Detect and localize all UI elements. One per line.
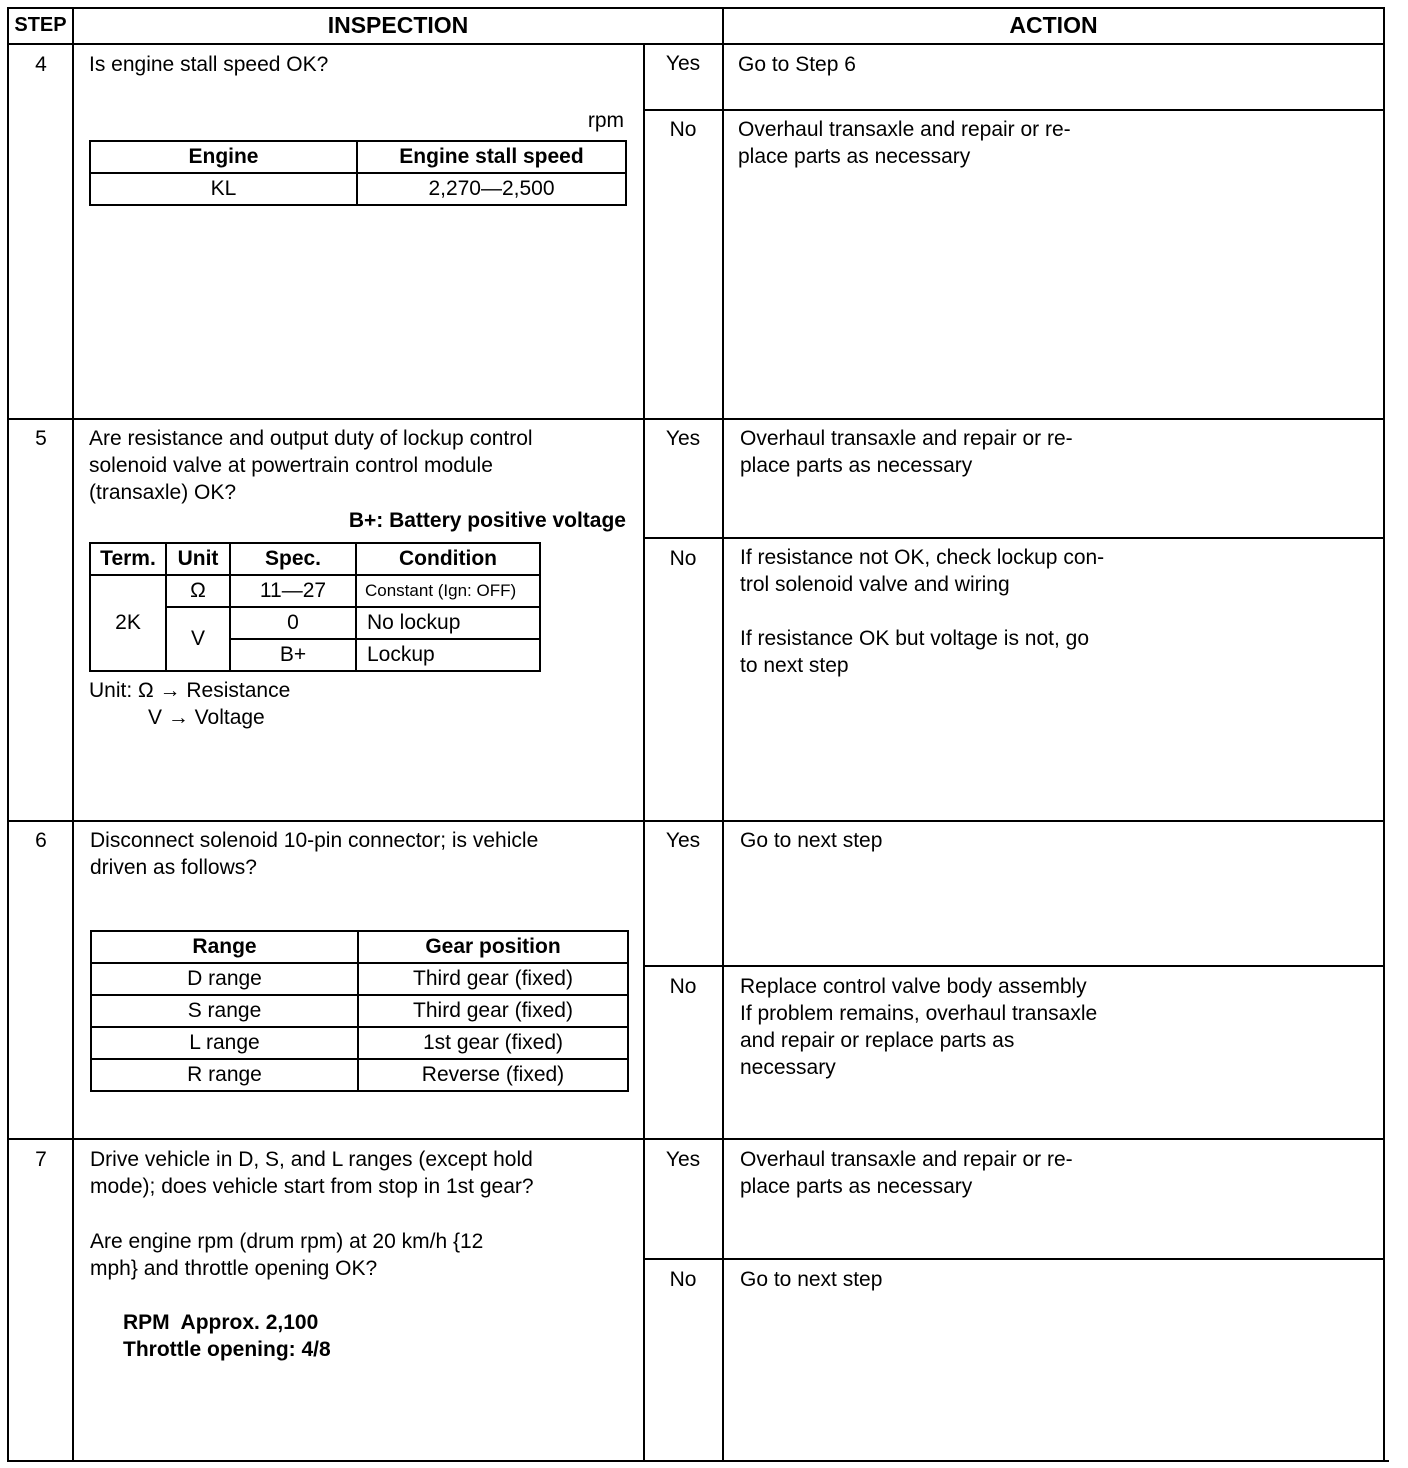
unit-v-cell: V bbox=[166, 607, 230, 671]
spec-cell: B+ bbox=[230, 639, 356, 671]
table-cell: L range bbox=[91, 1027, 358, 1059]
header-action: ACTION bbox=[1009, 12, 1098, 38]
yes-action: Go to Step 6 bbox=[738, 53, 856, 76]
yes-label: Yes bbox=[665, 52, 701, 75]
column-header: Spec. bbox=[230, 543, 356, 575]
step-number: 5 bbox=[35, 427, 47, 450]
table-cell: Reverse (fixed) bbox=[358, 1059, 628, 1091]
unit-ohm-cell: Ω bbox=[166, 575, 230, 607]
column-header: Term. bbox=[90, 543, 166, 575]
yes-action: Overhaul transaxle and repair or re- place parts as necessary bbox=[740, 1148, 1073, 1198]
spec-cell: 11—27 bbox=[230, 575, 356, 607]
unit-label: rpm bbox=[587, 109, 624, 132]
column-header: Gear position bbox=[358, 931, 628, 963]
no-action: Replace control valve body assembly If problem remains, overhaul transaxle and repair or replace parts as necessary bbox=[740, 975, 1098, 1079]
table-cell: Third gear (fixed) bbox=[358, 963, 628, 995]
table-cell: R range bbox=[91, 1059, 358, 1091]
no-action: If resistance not OK, check lockup con- trol solenoid valve and wiring bbox=[740, 546, 1105, 596]
column-header: Unit bbox=[166, 543, 230, 575]
battery-note: B+: Battery positive voltage bbox=[348, 509, 626, 532]
spec-cell: 0 bbox=[230, 607, 356, 639]
step-question: Drive vehicle in D, S, and L ranges (except hold mode); does vehicle start from stop in 1st gear? bbox=[90, 1148, 534, 1198]
no-action: Go to next step bbox=[740, 1268, 883, 1291]
column-header: Engine bbox=[90, 141, 357, 173]
step-question: Are engine rpm (drum rpm) at 20 km/h {12 mph} and throttle opening OK? bbox=[90, 1230, 484, 1280]
step-number: 4 bbox=[35, 53, 47, 76]
step-question: Disconnect solenoid 10-pin connector; is vehicle driven as follows? bbox=[90, 829, 539, 879]
column-header: Range bbox=[91, 931, 358, 963]
condition-cell: Constant (Ign: OFF) bbox=[356, 575, 540, 607]
step-number: 6 bbox=[35, 829, 47, 852]
unit-legend: V → Voltage bbox=[148, 706, 265, 729]
yes-action: Overhaul transaxle and repair or re- place parts as necessary bbox=[740, 427, 1073, 477]
yes-label: Yes bbox=[665, 427, 701, 450]
table-cell: KL bbox=[90, 173, 357, 205]
terminal-cell: 2K bbox=[90, 575, 166, 671]
rpm-spec: RPM Approx. 2,100 bbox=[123, 1311, 319, 1334]
no-action: If resistance OK but voltage is not, go to next step bbox=[740, 627, 1090, 677]
unit-legend: Unit: Ω → Resistance bbox=[89, 679, 291, 702]
step-number: 7 bbox=[35, 1148, 47, 1171]
table-cell: Third gear (fixed) bbox=[358, 995, 628, 1027]
table-cell: 1st gear (fixed) bbox=[358, 1027, 628, 1059]
no-label: No bbox=[669, 118, 697, 141]
no-label: No bbox=[669, 547, 697, 570]
step-question: Is engine stall speed OK? bbox=[89, 53, 329, 76]
solenoid-spec-table bbox=[89, 542, 541, 672]
header-step: STEP bbox=[14, 14, 67, 36]
no-action: Overhaul transaxle and repair or re- place parts as necessary bbox=[738, 118, 1071, 168]
no-label: No bbox=[669, 1268, 697, 1291]
header-inspection: INSPECTION bbox=[327, 12, 469, 38]
condition-cell: No lockup bbox=[356, 607, 540, 639]
stall-speed-table bbox=[89, 140, 627, 206]
yes-label: Yes bbox=[665, 829, 701, 852]
gear-range-table bbox=[90, 930, 629, 1092]
table-cell: 2,270—2,500 bbox=[357, 173, 626, 205]
column-header: Engine stall speed bbox=[357, 141, 626, 173]
yes-action: Go to next step bbox=[740, 829, 883, 852]
column-header: Condition bbox=[356, 543, 540, 575]
condition-cell: Lockup bbox=[356, 639, 540, 671]
table-cell: S range bbox=[91, 995, 358, 1027]
table-cell: D range bbox=[91, 963, 358, 995]
no-label: No bbox=[669, 975, 697, 998]
step-question: Are resistance and output duty of lockup control solenoid valve at powertrain control module (transaxle) OK? bbox=[89, 427, 533, 504]
throttle-spec: Throttle opening: 4/8 bbox=[123, 1338, 331, 1361]
yes-label: Yes bbox=[665, 1148, 701, 1171]
